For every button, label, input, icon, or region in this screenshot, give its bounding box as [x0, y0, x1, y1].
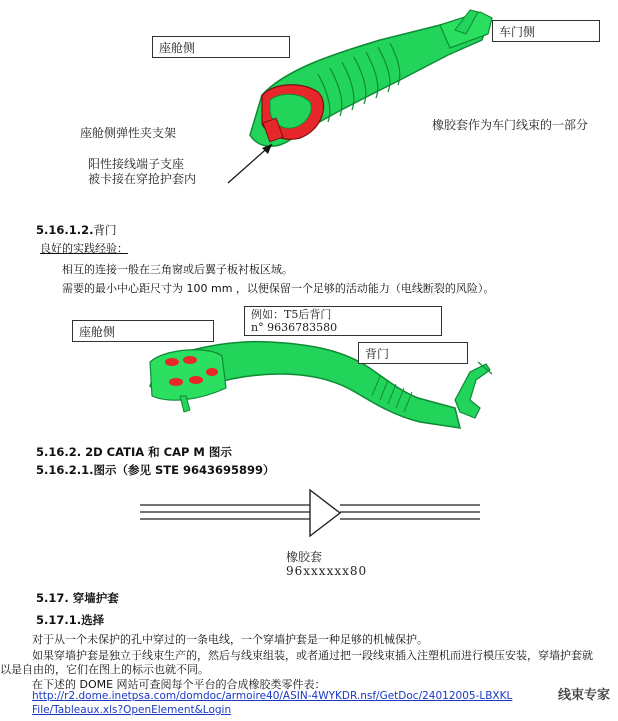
seat-side-label-box: 座舱侧	[152, 36, 290, 58]
door-side-label-box: 车门侧	[492, 20, 600, 42]
section-heading-2d-catia: 5.16.2. 2D CATIA 和 CAP M 图示	[36, 445, 232, 459]
heading-text: 背门	[93, 223, 117, 237]
rubber-sleeve-caption: 橡胶套	[286, 550, 323, 564]
connector-caption-line2: 被卡接在穿抢护套内	[88, 172, 197, 186]
rubber-sleeve-symbol	[0, 480, 618, 550]
section-heading-selection: 5.17.1.选择	[36, 613, 105, 627]
back-door-line-1: 相互的连接一般在三角窗或后翼子板衬板区域。	[62, 263, 293, 276]
grommet-para-line-2: 如果穿墙护套是独立于线束生产的，然后与线束组装，或者通过把一段线束插入注塑机而进行模压安装，穿墙护套就	[32, 649, 593, 662]
watermark-text: 线束专家	[557, 688, 610, 703]
dome-link-line-1[interactable]: http://r2.dome.inetpsa.com/domdoc/armoire40/ASIN-4WYKDR.nsf/GetDoc/24012005-LBXKL	[32, 690, 513, 702]
example-label-box	[244, 306, 442, 336]
good-practice-label: 良好的实践经验：	[40, 242, 128, 255]
heading-number: 5.16.1.2.	[36, 223, 94, 237]
seat-side-label-box-2: 座舱侧	[72, 320, 214, 342]
connector-caption-line1: 阳性接线端子支座	[88, 157, 185, 171]
part-number-caption: 96xxxxxx80	[286, 564, 368, 578]
dome-link-line-2[interactable]: File/Tableaux.xls?OpenElement&Login	[32, 704, 232, 716]
grommet-para-line-4: 在下述的 DOME 网站可查阅每个平台的合成橡胶类零件表：	[32, 678, 326, 691]
back-door-line-2: 需要的最小中心距尺寸为 100 mm ，以便保留一个足够的活动能力（电线断裂的风险）。	[62, 282, 495, 295]
grommet-para-line-3: 以是自由的，它们在图上的标示也就不同。	[0, 663, 209, 676]
section-heading-back-door	[36, 222, 116, 238]
grommet-para-line-1: 对于从一个未保护的孔中穿过的一条电线，一个穿墙护套是一种足够的机械保护。	[32, 633, 428, 646]
section-heading-grommet: 5.17. 穿墙护套	[36, 591, 119, 605]
clip-bracket-caption: 座舱侧弹性夹支架	[80, 126, 177, 140]
example-line-1: 例如：T5后背门	[251, 308, 332, 321]
section-heading-illustration: 5.16.2.1.图示（参见 STE 9643695899）	[36, 463, 275, 477]
rubber-boot-caption: 橡胶套作为车门线束的一部分	[432, 118, 589, 132]
example-line-2: n° 9636783580	[251, 321, 338, 334]
back-door-label-box: 背门	[358, 342, 468, 364]
